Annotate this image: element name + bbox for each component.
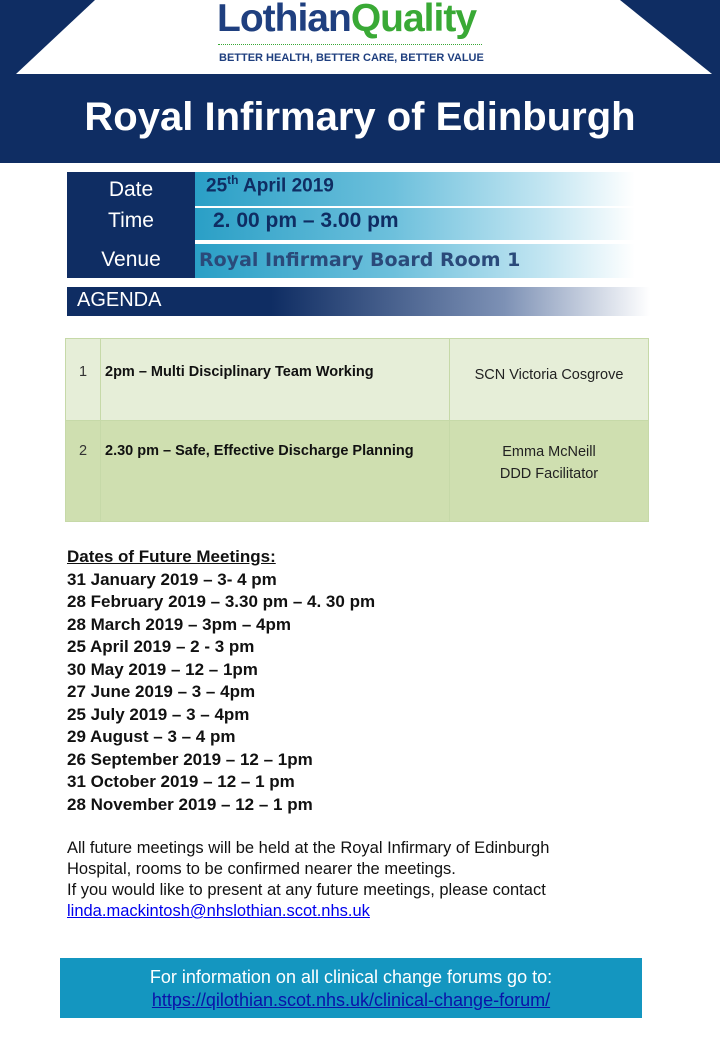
list-item: 29 August – 3 – 4 pm <box>67 727 236 746</box>
lothian-quality-logo <box>217 0 476 41</box>
logo-part-quality: Quality <box>350 0 477 40</box>
agenda-item-speaker <box>450 421 649 522</box>
list-item: 28 March 2019 – 3pm – 4pm <box>67 614 291 634</box>
logo-part-lothian: Lothian <box>217 0 351 40</box>
meeting-labels-panel <box>67 172 195 278</box>
venue-row <box>195 244 635 278</box>
note-line: Hospital, rooms to be confirmed nearer the meetings. <box>67 860 456 878</box>
list-item: 30 May 2019 – 12 – 1pm <box>67 659 258 679</box>
note-line: All future meetings will be held at the Royal Infirmary of Edinburgh <box>67 839 550 857</box>
time-label: Time <box>108 209 154 232</box>
logo-tagline: BETTER HEALTH, BETTER CARE, BETTER VALUE <box>219 52 484 64</box>
agenda-item-topic: 2pm – Multi Disciplinary Team Working <box>101 339 450 421</box>
venue-value: Royal Infirmary Board Room 1 <box>199 249 521 271</box>
list-item: 31 October 2019 – 12 – 1 pm <box>67 772 295 791</box>
list-item: 28 November 2019 – 12 – 1 pm <box>67 794 313 814</box>
date-month-year: April 2019 <box>238 175 334 197</box>
speaker-name: Emma McNeill <box>502 444 596 460</box>
contact-email-link[interactable]: linda.mackintosh@nhslothian.scot.nhs.uk <box>67 902 370 920</box>
time-value: 2. 00 pm – 3.00 pm <box>213 209 399 232</box>
agenda-row <box>66 339 649 421</box>
venue-label: Venue <box>101 248 161 271</box>
agenda-item-number: 1 <box>66 339 101 421</box>
date-suffix: th <box>227 173 239 187</box>
list-item: 28 February 2019 – 3.30 pm – 4. 30 pm <box>67 592 376 611</box>
list-item: 27 June 2019 – 3 – 4pm <box>67 682 256 701</box>
date-label: Date <box>108 178 154 201</box>
list-item: 31 January 2019 – 3- 4 pm <box>67 569 277 589</box>
future-meetings-heading: Dates of Future Meetings: <box>67 547 276 566</box>
agenda-item-number: 2 <box>66 421 101 522</box>
forum-link[interactable]: https://qilothian.scot.nhs.uk/clinical-change-forum/ <box>151 990 551 1010</box>
future-meetings-list <box>67 569 375 817</box>
list-item: 26 September 2019 – 12 – 1pm <box>67 749 313 769</box>
footer-text: For information on all clinical change forums go to: <box>149 967 553 987</box>
agenda-title: AGENDA <box>77 289 162 311</box>
date-day: 25 <box>206 175 228 197</box>
time-row <box>195 208 635 240</box>
future-meetings-section <box>67 546 375 816</box>
date-value <box>206 173 334 197</box>
meeting-note <box>67 838 627 922</box>
agenda-row <box>66 421 649 522</box>
note-line: If you would like to present at any future meetings, please contact <box>67 881 546 899</box>
agenda-item-topic: 2.30 pm – Safe, Effective Discharge Planning <box>101 421 450 522</box>
speaker-name: SCN Victoria Cosgrove <box>474 367 624 383</box>
page-title: Royal Infirmary of Edinburgh <box>84 95 636 139</box>
agenda-table <box>65 338 649 522</box>
agenda-item-speaker <box>450 339 649 421</box>
date-row <box>195 172 635 206</box>
speaker-role: DDD Facilitator <box>499 466 599 482</box>
list-item: 25 April 2019 – 2 - 3 pm <box>67 637 255 656</box>
agenda-header-bar <box>67 287 650 316</box>
list-item: 25 July 2019 – 3 – 4pm <box>67 704 250 724</box>
logo-divider <box>218 44 482 45</box>
footer-banner <box>60 958 642 1018</box>
footer-content <box>60 966 642 1012</box>
